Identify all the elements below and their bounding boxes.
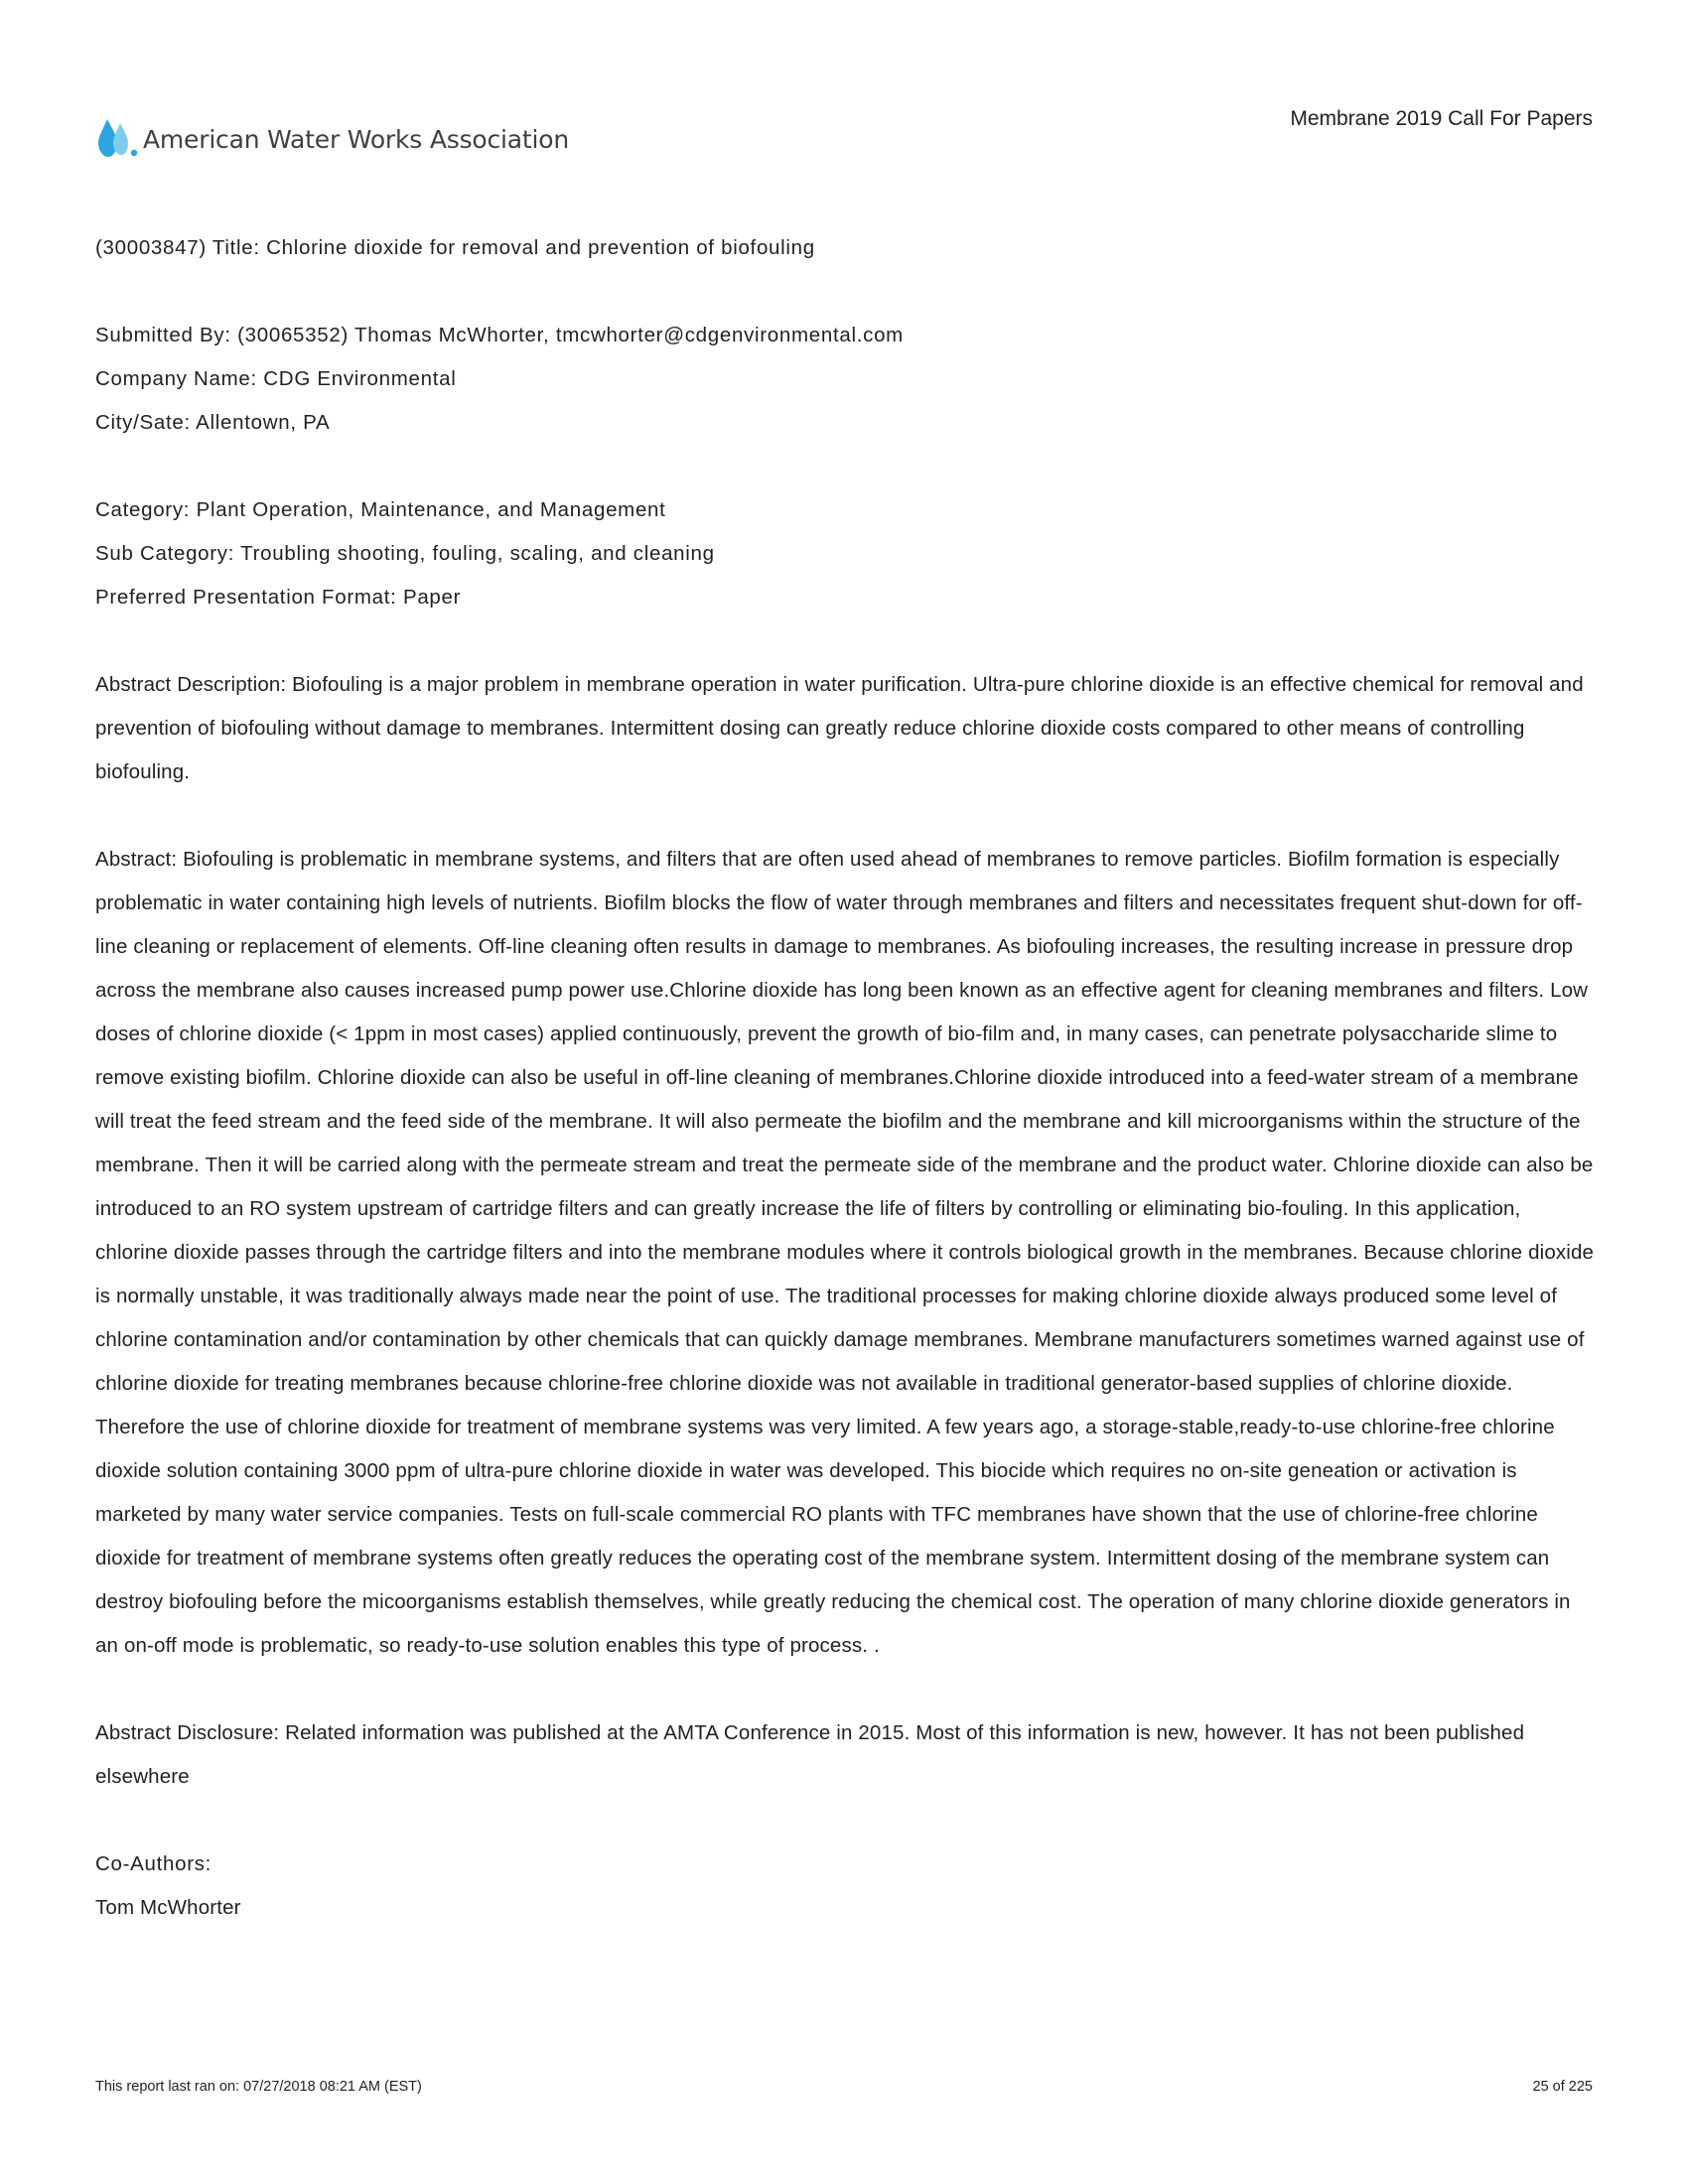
spacer [95, 1668, 1595, 1711]
company-name-line: Company Name: CDG Environmental [95, 367, 457, 390]
submitted-by-line: Submitted By: (30065352) Thomas McWhorter, tmcwhorter@cdgenvironmental.com [95, 324, 904, 346]
co-authors-label: Co-Authors: [95, 1852, 212, 1875]
spacer [95, 270, 1595, 314]
spacer [95, 794, 1595, 838]
water-drop-logo-icon [95, 117, 141, 161]
abstract-disclosure-paragraph: Abstract Disclosure: Related information was published at the AMTA Conference in 2015. Most of this information is new, however. It has not been published elsewhere [95, 1721, 1525, 1788]
footer-report-timestamp: This report last ran on: 07/27/2018 08:21 AM (EST) [95, 2079, 422, 2095]
page-header [95, 107, 1593, 177]
document-body [95, 226, 1595, 1930]
spacer [95, 445, 1595, 488]
spacer [95, 619, 1595, 663]
city-state-line: City/Sate: Allentown, PA [95, 411, 331, 434]
spacer [95, 1799, 1595, 1843]
header-title: Membrane 2019 Call For Papers [1290, 107, 1593, 130]
co-authors-list: Tom McWhorter [95, 1896, 241, 1919]
org-name: American Water Works Association [143, 124, 569, 154]
footer-page-number: 25 of 225 [1532, 2079, 1593, 2095]
abstract-paragraph: Abstract: Biofouling is problematic in membrane systems, and filters that are often used ahead of membranes to remove particles. Biofilm formation is especially problematic in water containing high levels of nutrients. Biofilm blocks the flow of water through membranes and filters and necessitates frequent shut-down for off-line cleaning or replacement of elements. Off-line cleaning often results in damage to membranes. As biofouling increases, the resulting increase in pressure drop across the membrane also causes increased pump power use.Chlorine dioxide has long been known as an effective agent for cleaning membranes and filters. Low doses of chlorine dioxide (< 1ppm in most cases) applied continuously, prevent the growth of bio-film and, in many cases, can penetrate polysaccharide slime to remove existing biofilm. Chlorine dioxide can also be useful in off-line cleaning of membranes.Chlorine dioxide introduced into a feed-water stream of a membrane will treat the feed stream and the feed side of the membrane. It will also permeate the biofilm and the membrane and kill microorganisms within the structure of the membrane. Then it will be carried along with the permeate stream and treat the permeate side of the membrane and the product water. Chlorine dioxide can also be introduced to an RO system upstream of cartridge filters and can greatly increase the life of filters by controlling or eliminating bio-fouling. In this application, chlorine dioxide passes through the cartridge filters and into the membrane modules where it controls biological growth in the membranes. Because chlorine dioxide is normally unstable, it was traditionally always made near the point of use. The traditional processes for making chlorine dioxide always produced some level of chlorine contamination and/or contamination by other chemicals that can quickly damage membranes. Membrane manufacturers sometimes warned against use of chlorine dioxide for treating membranes because chlorine-free chlorine dioxide was not available in traditional generator-based supplies of chlorine dioxide. Therefore the use of chlorine dioxide for treatment of membrane systems was very limited. A few years ago, a storage-stable,ready-to-use chlorine-free chlorine dioxide solution containing 3000 ppm of ultra-pure chlorine dioxide in water was developed. This biocide which requires no on-site geneation or activation is marketed by many water service companies. Tests on full-scale commercial RO plants with TFC membranes have shown that the use of chlorine-free chlorine dioxide for treatment of membrane systems often greatly reduces the operating cost of the membrane system. Intermittent dosing of the membrane system can destroy biofouling before the micoorganisms establish themselves, while greatly reducing the chemical cost. The operation of many chlorine dioxide generators in an on-off mode is problematic, so ready-to-use solution enables this type of process. . [95, 848, 1595, 1657]
page-footer [95, 2079, 1593, 2099]
sub-category-line: Sub Category: Troubling shooting, fouling, scaling, and cleaning [95, 542, 715, 565]
aawa-logo [95, 117, 569, 161]
abstract-description-paragraph: Abstract Description: Biofouling is a major problem in membrane operation in water purification. Ultra-pure chlorine dioxide is an effective chemical for removal and prevention of biofouling without damage to membranes. Intermittent dosing can greatly reduce chlorine dioxide costs compared to other means of controlling biofouling. [95, 673, 1584, 783]
category-line: Category: Plant Operation, Maintenance, and Management [95, 498, 666, 521]
paper-title-line: (30003847) Title: Chlorine dioxide for removal and prevention of biofouling [95, 236, 815, 259]
preferred-format-line: Preferred Presentation Format: Paper [95, 586, 462, 609]
